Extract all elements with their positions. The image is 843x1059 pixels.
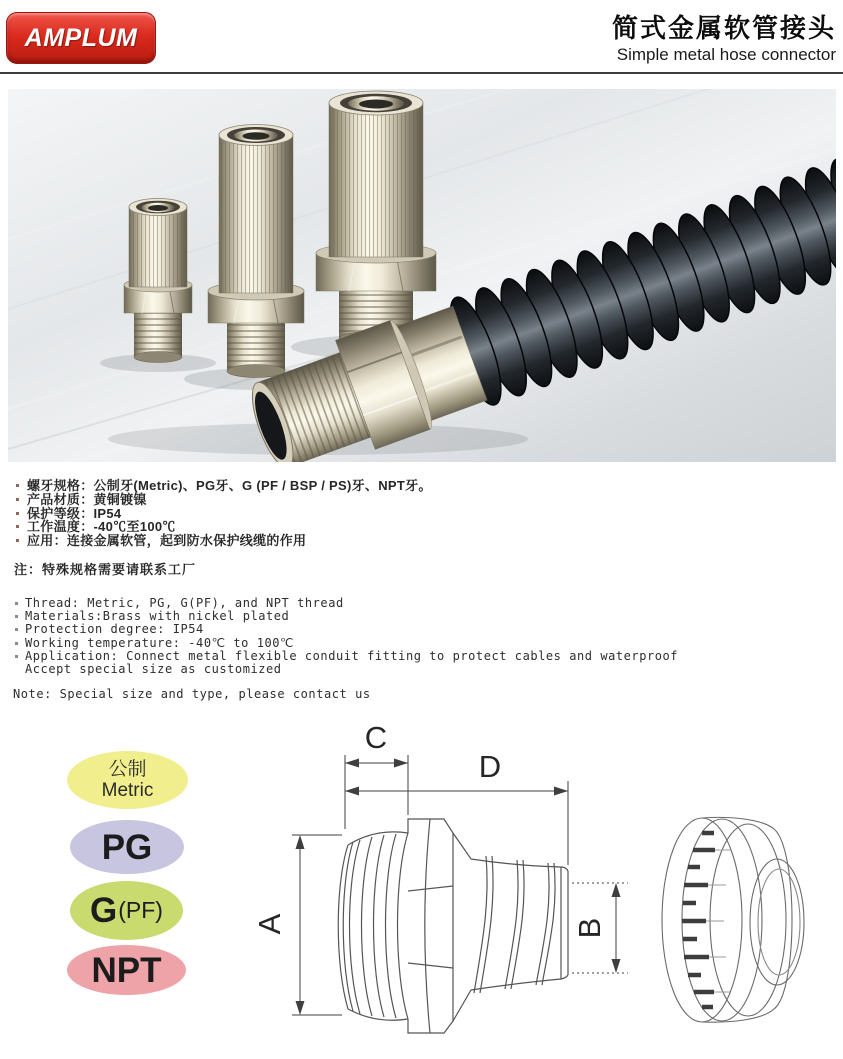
badge-metric [67, 751, 188, 809]
page-title-en: Simple metal hose connector [616, 45, 836, 64]
page-title-cn: 简式金属软管接头 [611, 13, 836, 43]
badge-pg-label: PG [101, 827, 153, 867]
badge-pg [70, 820, 184, 874]
spec-item-cn: 应用：连接金属软管，起到防水保护线缆的作用 [14, 534, 432, 548]
spec-item-cn: 螺牙规格：公制牙(Metric)、PG牙、G (PF / BSP / PS)牙、NPT牙。 [14, 479, 432, 493]
spec-item-en: Thread: Metric, PG, G(PF), and NPT thread [13, 597, 678, 610]
note-cn: 注：特殊规格需要请联系工厂 [14, 562, 197, 577]
badge-metric-en: Metric [101, 780, 154, 801]
perspective-view [662, 817, 804, 1022]
spec-item-cn: 产品材质：黄铜镀镍 [14, 493, 432, 507]
dim-label-c: C [364, 720, 388, 755]
spec-item-en-continuation: Accept special size as customized [25, 662, 282, 677]
spec-list-en [13, 597, 678, 676]
spec-item-en: Application: Connect metal flexible conduit fitting to protect cables and waterproof [13, 650, 678, 663]
product-photo [8, 89, 836, 462]
badge-npt [67, 945, 186, 995]
dim-label-d: D [478, 749, 502, 784]
dimension-drawing [250, 715, 842, 1050]
dim-label-a: A [252, 913, 287, 935]
connector-small [124, 199, 192, 363]
spec-list-cn [14, 479, 432, 548]
brand-logo [6, 12, 156, 64]
knurl-thin-lines [706, 850, 731, 992]
spec-item-en: Protection degree: IP54 [13, 623, 678, 636]
badge-gpf-sub: (PF) [118, 897, 163, 923]
dimension-lines [292, 755, 628, 1015]
badge-metric-cn: 公制 [108, 759, 147, 780]
dim-label-b: B [572, 917, 607, 939]
header-divider [0, 72, 843, 74]
badge-npt-label: NPT [91, 950, 162, 990]
spec-item-en: Working temperature: -40℃ to 100℃ [13, 637, 678, 650]
badge-gpf [70, 881, 183, 940]
page-header [612, 13, 836, 65]
note-en: Note: Special size and type, please contact us [13, 687, 371, 701]
badge-gpf-main: G [90, 891, 118, 930]
spec-item-en: Materials:Brass with nickel plated [13, 610, 678, 623]
side-view [338, 819, 568, 1033]
spec-item-cn: 工作温度：-40℃至100℃ [14, 520, 432, 534]
spec-item-cn: 保护等级：IP54 [14, 507, 432, 521]
brand-name: AMPLUM [24, 23, 138, 52]
